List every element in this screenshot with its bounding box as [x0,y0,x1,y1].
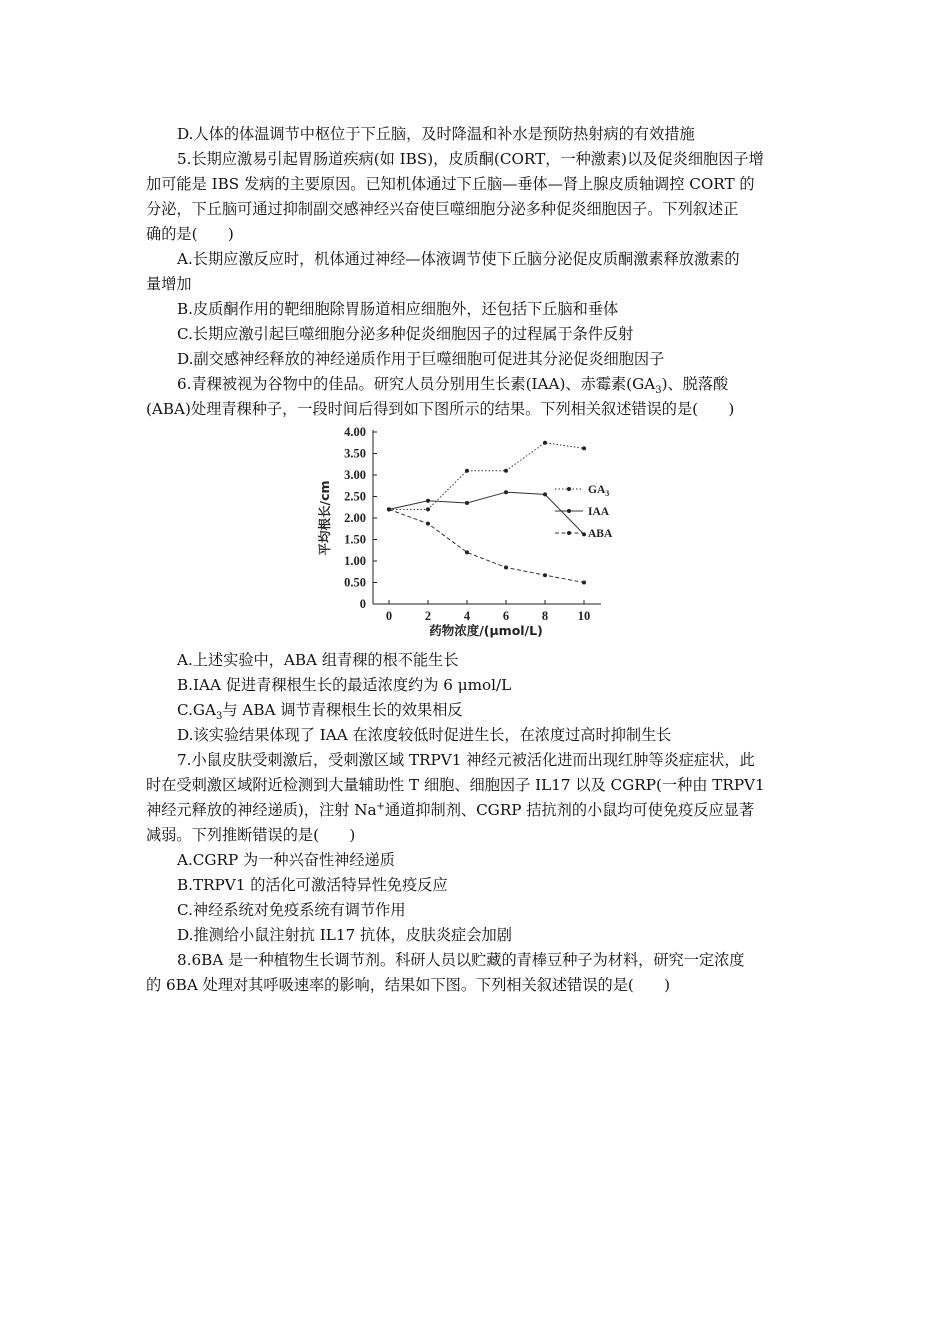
q5-option-a-line-1: A.长期应激反应时，机体通过神经—体液调节使下丘脑分泌促皮质酮激素释放激素的 [177,250,740,268]
q6-option-d: D.该实验结果体现了 IAA 在浓度较低时促进生长，在浓度过高时抑制生长 [177,726,672,744]
q8-stem-line-2: 的 6BA 处理对其呼吸速率的影响，结果如下图。下列相关叙述错误的是( ) [146,976,671,994]
chart-svg [311,424,641,642]
y-tick-label: 2.50 [344,489,366,504]
q8-stem-line-1: 8.6BA 是一种植物生长调节剂。科研人员以贮藏的青棒豆种子为材料，研究一定浓度 [177,951,745,969]
data-point-ga [582,446,586,450]
y-tick-label: 0.50 [344,575,366,590]
y-tick-label: 2.00 [344,511,366,525]
legend-marker-ga [567,487,571,491]
y-tick-label: 1.00 [344,554,366,568]
data-point-ga [426,507,430,511]
data-point-aba [426,522,430,526]
q5-stem-line-1: 5.长期应激易引起胃肠道疾病(如 IBS)，皮质酮(CORT，一种激素)以及促炎细胞因子增 [177,150,764,168]
x-tick-label: 10 [577,609,591,623]
q6-option-b: B.IAA 促进青稞根生长的最适浓度约为 6 μmol/L [177,676,512,694]
data-point-aba [582,581,586,585]
q7-stem-line-1: 7.小鼠皮肤受刺激后，受刺激区域 TRPV1 神经元被活化进而出现红肿等炎症症状，此 [177,751,755,769]
legend-marker-aba [567,531,571,535]
data-point-aba [465,550,469,554]
data-point-aba [543,573,547,577]
y-tick-label: 3.50 [344,446,366,461]
q5-stem-line-2: 加可能是 IBS 发病的主要原因。已知机体通过下丘脑—垂体—肾上腺皮质轴调控 CORT 的 [146,175,755,193]
q5-stem-line-4: 确的是( ) [146,225,234,243]
x-tick-label: 8 [541,609,549,623]
x-axis-label: 药物浓度/(μmol/L) [429,623,543,638]
x-tick-label: 2 [424,609,432,623]
legend-label-ga: $GA_3$ [588,484,610,498]
x-tick-label: 0 [385,609,393,623]
y-tick-label: 0 [359,597,366,611]
q7-stem-line-2: 时在受刺激区域附近检测到大量辅助性 T 细胞、细胞因子 IL17 以及 CGRP(一种由 TRPV1 [146,776,765,794]
x-tick-label: 6 [502,609,510,623]
q5-stem-line-3: 分泌，下丘脑可通过抑制副交感神经兴奋使巨噬细胞分泌多种促炎细胞因子。下列叙述正 [146,200,739,218]
data-point-ga [465,469,469,473]
series-line-ga [389,443,584,510]
y-axis-label: 平均根长/cm [317,480,332,556]
data-point-aba [504,565,508,569]
q5-option-a-line-2: 量增加 [146,275,192,293]
q7-option-d: D.推测给小鼠注射抗 IL17 抗体，皮肤炎症会加剧 [177,926,512,944]
legend-marker-iaa [567,509,571,513]
y-tick-label: 3.00 [344,468,366,482]
q7-stem-line-3: 神经元释放的神经递质)，注射 Na+通道抑制剂、CGRP 拮抗剂的小鼠均可使免疫反应显著 [146,800,755,819]
series-line-aba [389,509,584,582]
data-point-ga [543,441,547,445]
q6-stem-line-2: (ABA)处理青稞种子，一段时间后得到如下图所示的结果。下列相关叙述错误的是( ) [146,400,735,418]
y-tick-label: 1.50 [344,532,366,547]
q5-option-b: B.皮质酮作用的靶细胞除胃肠道相应细胞外，还包括下丘脑和垂体 [177,300,619,318]
data-point-iaa [426,499,430,503]
root-length-chart [146,424,808,642]
data-point-ga [504,469,508,473]
q7-option-c: C.神经系统对免疫系统有调节作用 [177,901,406,919]
q5-option-d: D.副交感神经释放的神经递质作用于巨噬细胞可促进其分泌促炎细胞因子 [177,350,665,368]
data-point-aba [387,507,391,511]
x-tick-label: 4 [463,609,471,623]
q4-option-d: D.人体的体温调节中枢位于下丘脑，及时降温和补水是预防热射病的有效措施 [177,125,695,143]
data-point-iaa [465,501,469,505]
q7-stem-line-4: 减弱。下列推断错误的是( ) [146,826,356,844]
document-page [146,122,808,998]
q6-stem-line-1: 6.青稞被视为谷物中的佳品。研究人员分别用生长素(IAA)、赤霉素$(GA_3)$、脱落酸 [177,375,729,397]
q6-option-a: A.上述实验中，ABA 组青稞的根不能生长 [177,651,459,669]
series-line-iaa [389,492,584,534]
q7-option-b: B.TRPV1 的活化可激活特异性免疫反应 [177,876,448,894]
q7-option-a: A.CGRP 为一种兴奋性神经递质 [177,851,395,869]
data-point-iaa [543,492,547,496]
legend-label-aba: ABA [588,528,613,540]
legend-label-iaa: IAA [588,506,610,518]
y-tick-label: 4.00 [344,425,366,439]
q5-option-c: C.长期应激引起巨噬细胞分泌多种促炎细胞因子的过程属于条件反射 [177,325,634,343]
q6-option-c: $C.GA_3$与 ABA 调节青稞根生长的效果相反 [177,701,463,723]
data-point-iaa [504,490,508,494]
